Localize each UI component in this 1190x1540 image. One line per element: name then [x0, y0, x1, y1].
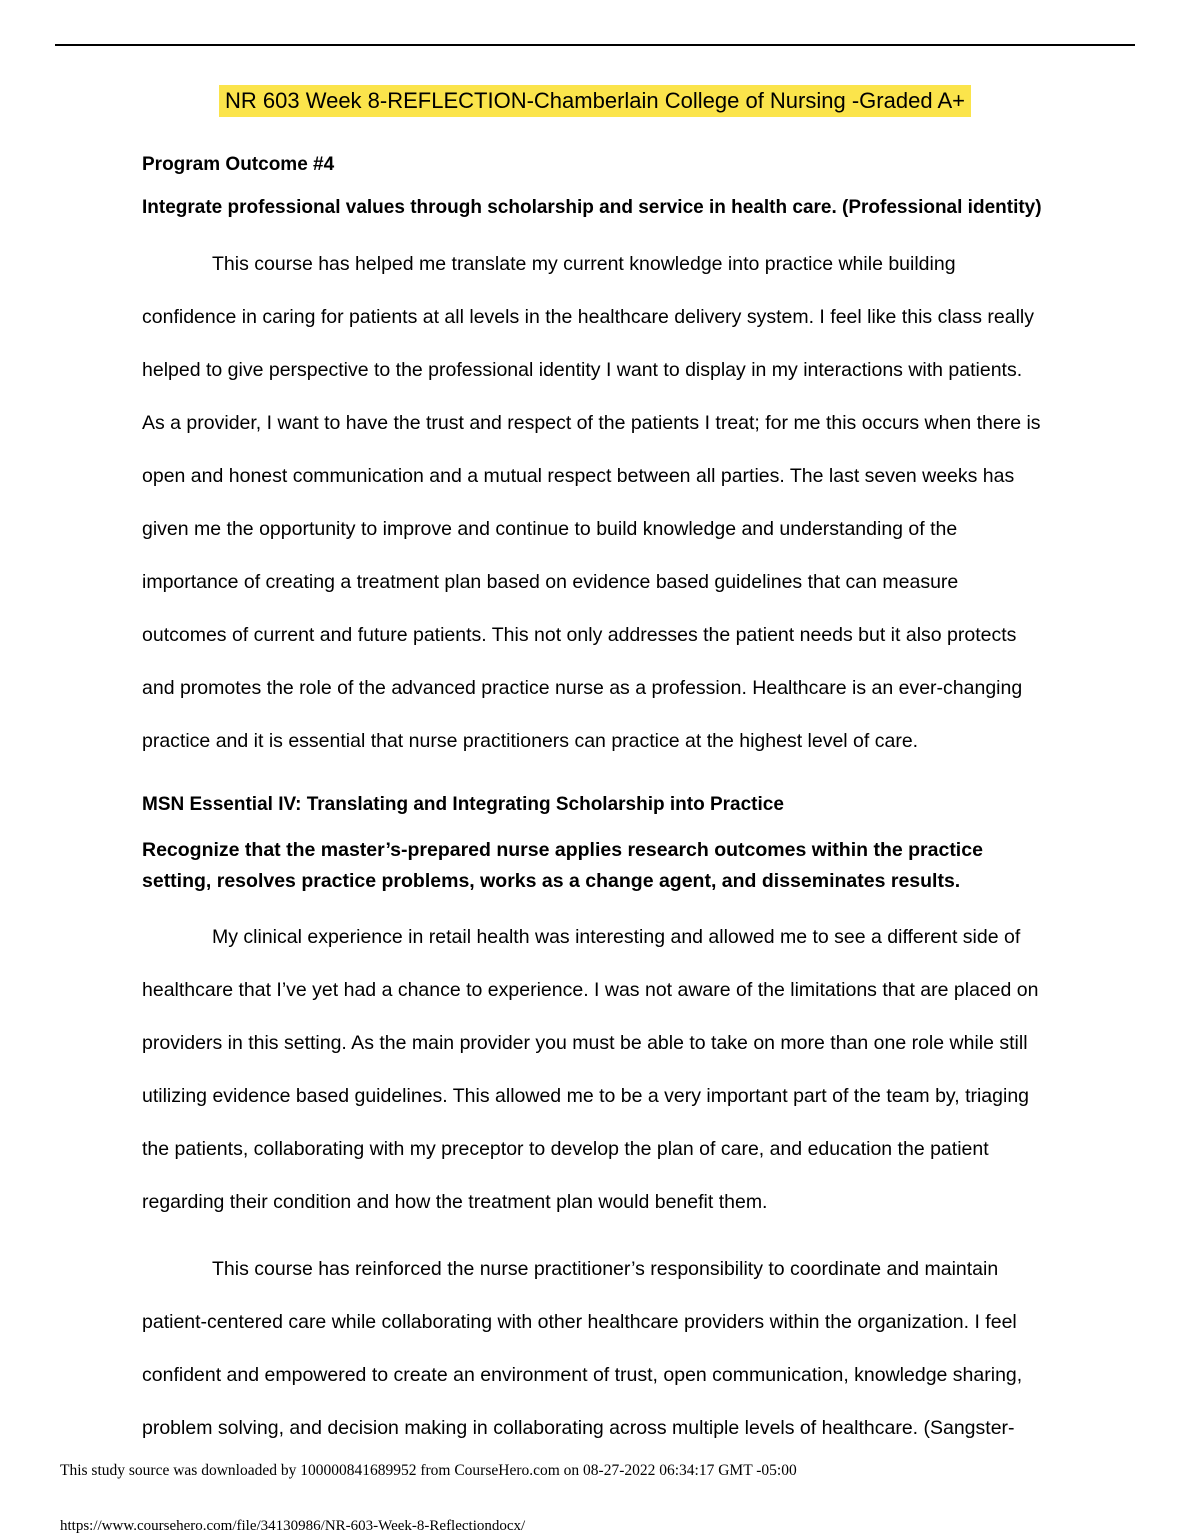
paragraph-course-reflection: This course has helped me translate my current knowledge into practice while building confidence in caring for patients at all levels in the healthcare delivery system. I feel like this class really helped to give perspective to the professional identity I want to display in my interactions with patients. As a provider, I want to have the trust and respect of the patients I treat; for me this occurs when there is open and honest communication and a mutual respect between all parties. The last seven weeks has given me the opportunity to improve and continue to build knowledge and understanding of the importance of creating a treatment plan based on evidence based guidelines that can measure outcomes of current and future patients. This not only addresses the patient needs but it also protects and promotes the role of the advanced practice nurse as a profession. Healthcare is an ever-changing practice and it is essential that nurse practitioners can practice at the highest level of care.	[142, 253, 1041, 752]
coursehero-download-note: This study source was downloaded by 100000841689952 from CourseHero.com on 08-27-2022 06:34:17 GMT -05:00	[60, 1462, 797, 1479]
paragraph-course-reinforced: This course has reinforced the nurse practitioner’s responsibility to coordinate and maintain patient-centered care while collaborating with other healthcare providers within the organization. I feel confident and empowered to create an environment of trust, open communication, knowledge sharing, problem solving, and decision making in collaborating across multiple levels of healthcare. (Sangster-	[142, 1258, 1023, 1439]
page-title	[142, 86, 1048, 116]
heading-integrate-professional-values: Integrate professional values through scholarship and service in health care. (Professional identity)	[142, 197, 1042, 218]
top-horizontal-rule	[55, 44, 1135, 46]
coursehero-source-url: https://www.coursehero.com/file/34130986/NR-603-Week-8-Reflectiondocx/	[60, 1518, 526, 1534]
heading-recognize-masters-prepared: Recognize that the master’s-prepared nurse applies research outcomes within the practice setting, resolves practice problems, works as a change agent, and disseminates results.	[142, 839, 983, 892]
heading-program-outcome: Program Outcome #4	[142, 154, 335, 175]
paragraph-clinical-experience: My clinical experience in retail health was interesting and allowed me to see a different side of healthcare that I’ve yet had a chance to experience. I was not aware of the limitations that are placed on providers in this setting. As the main provider you must be able to take on more than one role while still utilizing evidence based guidelines. This allowed me to be a very important part of the team by, triaging the patients, collaborating with my preceptor to develop the plan of care, and education the patient regarding their condition and how the treatment plan would benefit them.	[142, 926, 1039, 1213]
heading-msn-essential-iv: MSN Essential IV: Translating and Integrating Scholarship into Practice	[142, 794, 784, 815]
page-title-highlight: NR 603 Week 8-REFLECTION-Chamberlain College of Nursing -Graded A+	[219, 85, 971, 117]
